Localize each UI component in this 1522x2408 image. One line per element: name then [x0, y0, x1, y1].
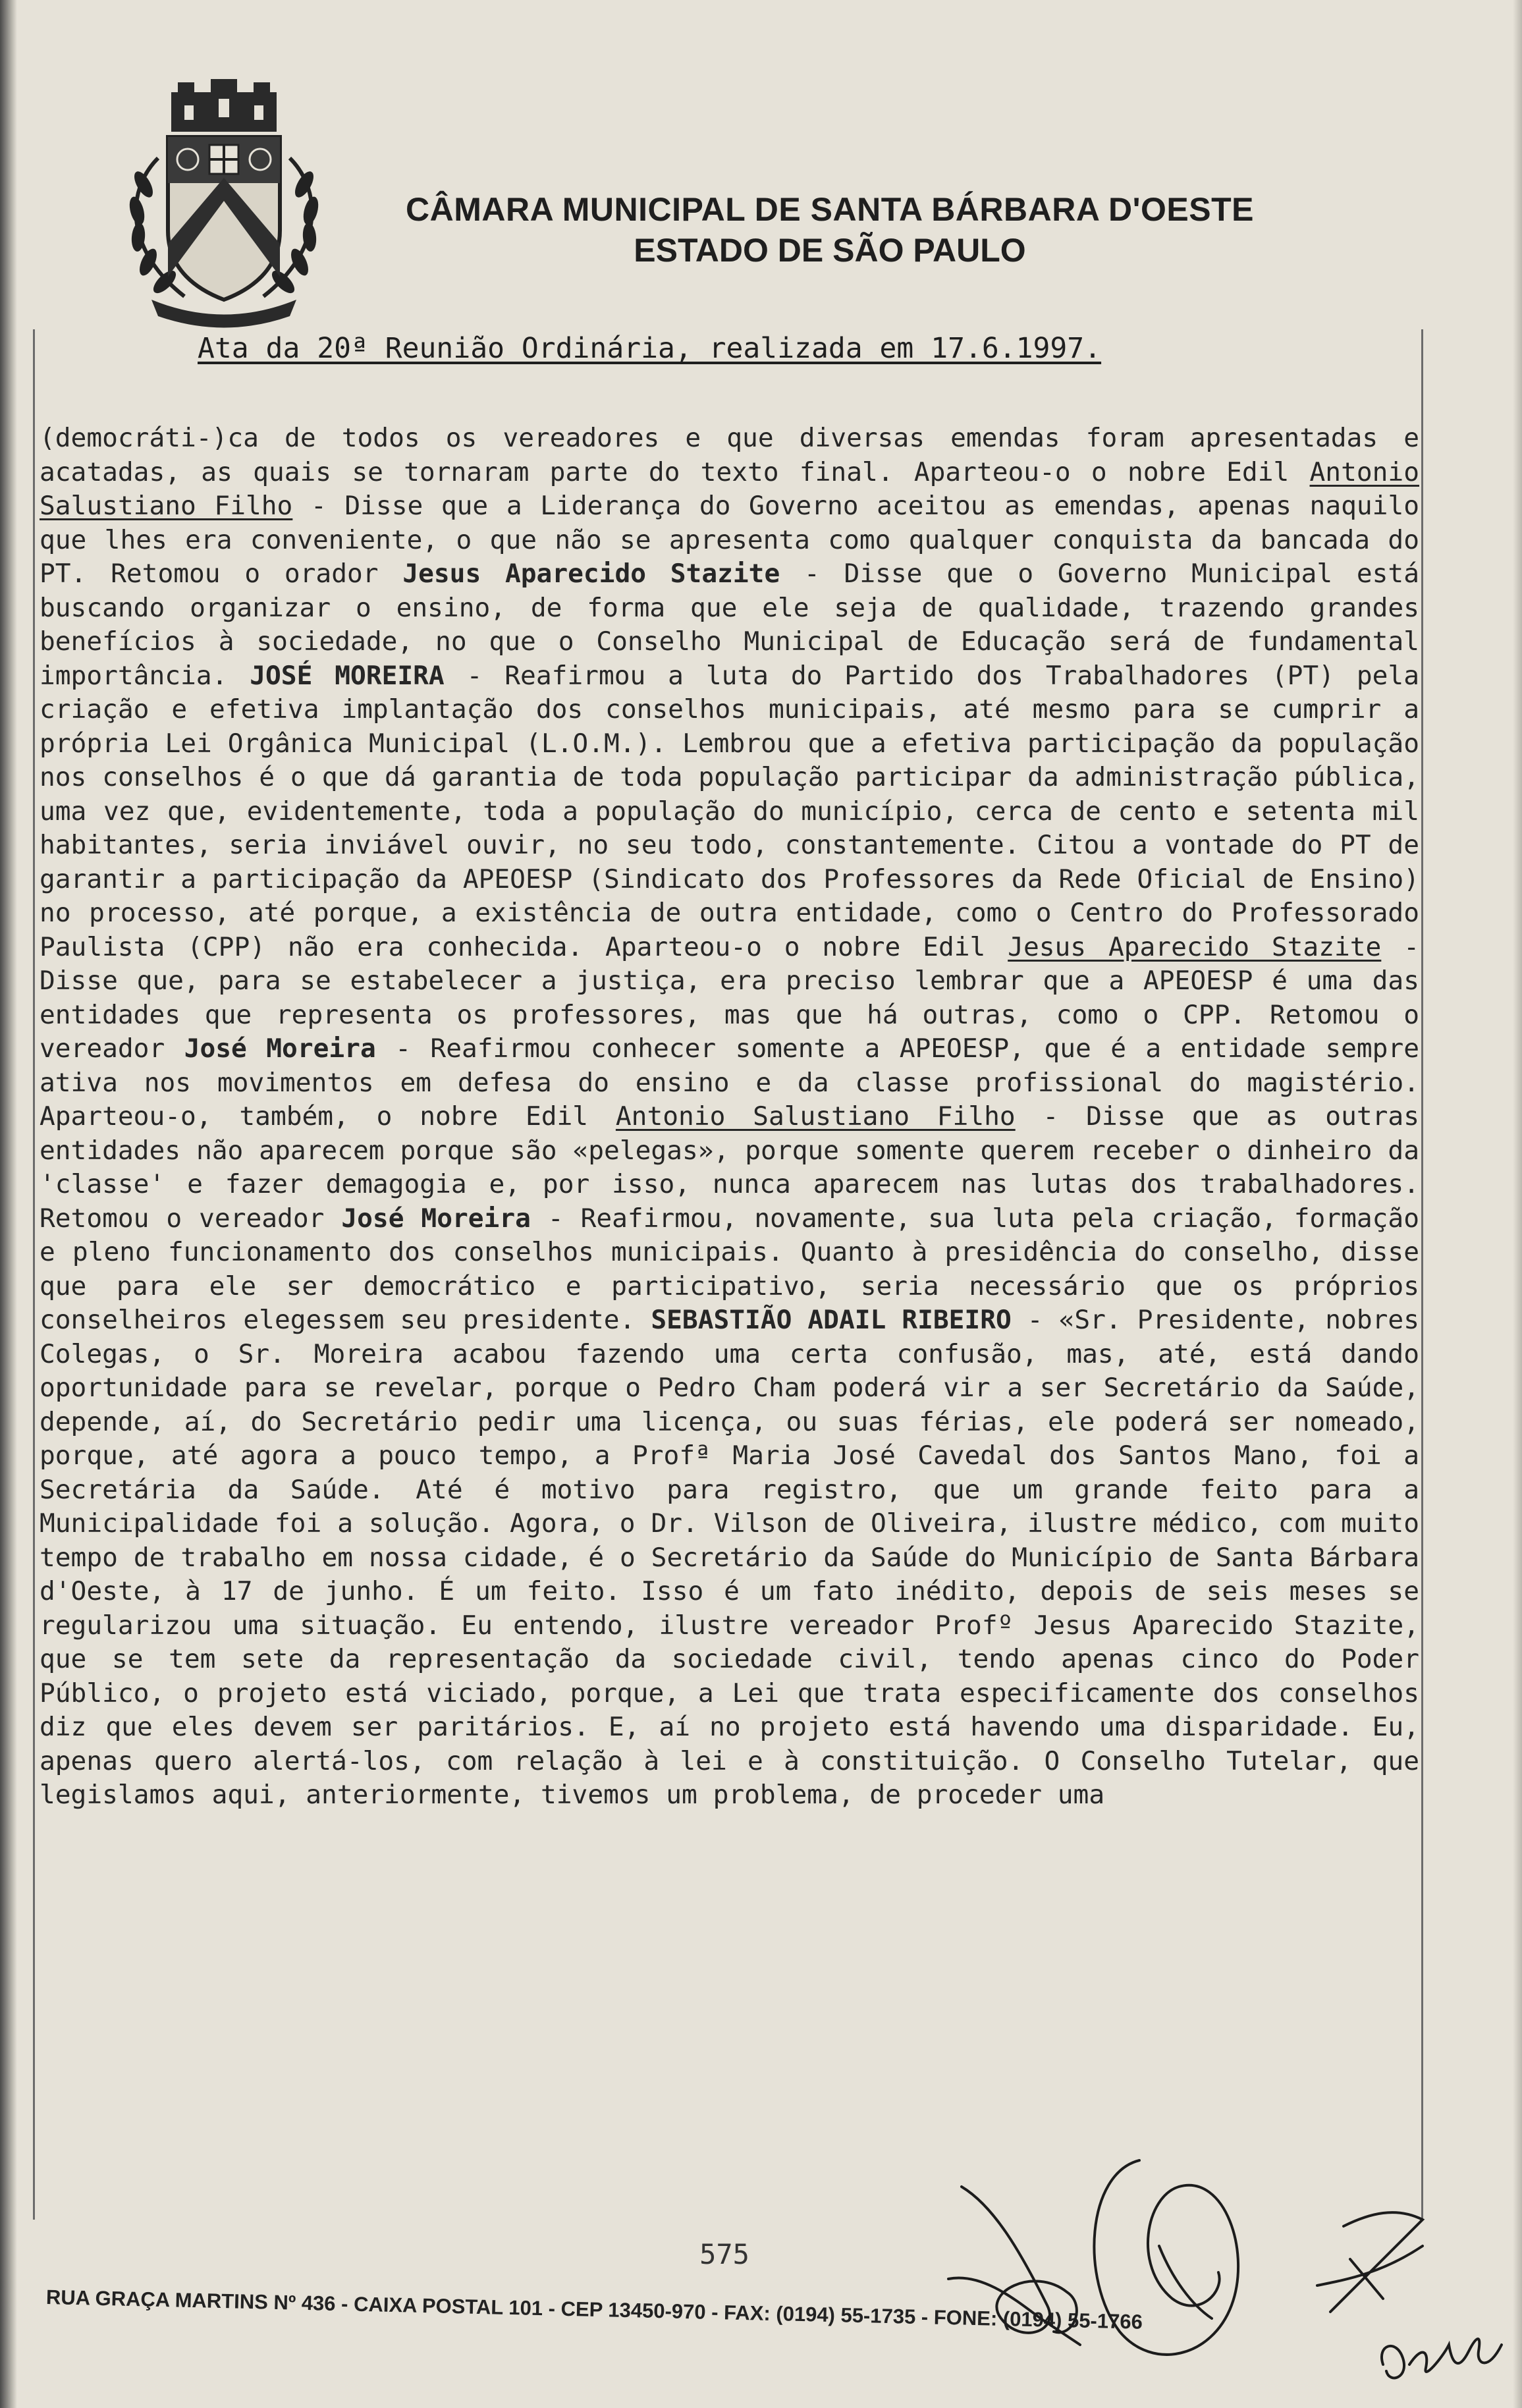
page-binding-edge [0, 0, 17, 2408]
body-segment: - Disse que, para se estabelecer a justiça, era preciso lembrar que a APEOESP é uma das entidades que representa os professores, mas que há outras, como o CPP. Retomou o vereador [40, 931, 1419, 1064]
municipal-crest-icon [112, 79, 336, 329]
body-segment: - Disse que o Governo Municipal está buscando organizar o ensino, de forma que ele seja de qualidade, trazendo grandes benefícios à sociedade, no que o Conselho Municipal de Educação será de fundamental importância. [40, 559, 1419, 691]
footer-address: RUA GRAÇA MARTINS Nº 436 - CAIXA POSTAL 101 - CEP 13450-970 - FAX: (0194) 55-1735 - FONE: (0194) 55-1766 [45, 2285, 1143, 2334]
state-name: ESTADO DE SÃO PAULO [634, 232, 1026, 269]
speaker-name: José Moreira [341, 1203, 531, 1234]
speaker-name: Antonio Salustiano Filho [40, 456, 1419, 521]
handwritten-signatures [922, 2147, 1515, 2397]
body-segment: - Reafirmou a luta do Partido dos Trabalhadores (PT) pela criação e efetiva implantação dos conselhos municipais, até mesmo para se cumprir a própria Lei Orgânica Municipal (L.O.M.). Lembrou que a efetiva participação da população nos conselhos é o que dá garantia de toda população participar da administração pública, uma vez que, evidentemente, toda a população do município, cerca de cento e setenta mil habitantes, seria inviável ouvir, no seu todo, constantemente. Citou a vontade do PT de garantir a participação da APEOESP (Sindicato dos Professores da Rede Oficial de Ensino) no processo, até porque, a existência de outra entidade, como o Centro do Professorado Paulista (CPP) não era conhecida. Aparteou-o o nobre Edil [40, 660, 1419, 962]
page-number: 575 [699, 2238, 749, 2270]
speaker-name: JOSÉ MOREIRA [250, 660, 445, 691]
body-segment: - Reafirmou conhecer somente a APEOESP, que é a entidade sempre ativa nos movimentos em defesa do ensino e da classe profissional do magistério. Aparteou-o, também, o nobre Edil [40, 1033, 1420, 1132]
speaker-name: Antonio Salustiano Filho [615, 1101, 1016, 1132]
page-right-edge [1513, 0, 1522, 2408]
body-segment: (democráti-)ca de todos os vereadores e que diversas emendas foram apresentadas e acatadas, as quais se tornaram parte do texto final. Aparteou-o o nobre Edil [40, 423, 1419, 487]
speaker-name: Jesus Aparecido Stazite [402, 559, 780, 589]
document-title-text: Ata da 20ª Reunião Ordinária, realizada em 17.6.1997. [198, 332, 1102, 365]
frame-left-line [33, 329, 35, 2220]
speaker-name: SEBASTIÃO ADAIL RIBEIRO [651, 1305, 1012, 1335]
body-segment: - Reafirmou, novamente, sua luta pela criação, formação e pleno funcionamento dos conselhos municipais. Quanto à presidência do conselho, disse que para ele ser democrático e participativo, seria necessário que os próprios conselheiros elegessem seu presidente. [40, 1203, 1419, 1335]
frame-right-line [1421, 329, 1423, 2220]
institution-name: CÂMARA MUNICIPAL DE SANTA BÁRBARA D'OESTE [406, 191, 1254, 228]
speaker-name: José Moreira [184, 1033, 376, 1064]
document-title [198, 329, 1317, 368]
body-segment: - Disse que as outras entidades não aparecem porque são «pelegas», porque somente querem receber o dinheiro da 'classe' e fazer demagogia e, por isso, nunca aparecem nas lutas dos trabalhadores. Retomou o vereador [40, 1101, 1419, 1234]
body-segment: - «Sr. Presidente, nobres Colegas, o Sr. Moreira acabou fazendo uma certa confusão, mas, até, está dando oportunidade para se revelar, porque o Pedro Cham poderá vir a ser Secretário da Saúde, depende, aí, do Secretário pedir uma licença, ou suas férias, ele poderá ser nomeado, porque, até agora a pouco tempo, a Profª Maria José Cavedal dos Santos Mano, foi a Secretária da Saúde. Até é motivo para registro, que um grande feito para a Municipalidade foi a solução. Agora, o Dr. Vilson de Oliveira, ilustre médico, com muito tempo de trabalho em nossa cidade, é o Secretário da Saúde do Município de Santa Bárbara d'Oeste, à 17 de junho. É um feito. Isso é um fato inédito, depois de seis meses se regularizou uma situação. Eu entendo, ilustre vereador Profº Jesus Aparecido Stazite, que se tem sete da representação da sociedade civil, tendo apenas cinco do Poder Público, o projeto está viciado, porque, a Lei que trata especificamente dos conselhos diz que eles devem ser paritários. E, aí no projeto está havendo uma disparidade. Eu, apenas quero alertá-los, com relação à lei e à constituição. O Conselho Tutelar, que legislamos aqui, anteriormente, tivemos um problema, de proceder uma [40, 1305, 1419, 1810]
speaker-name: Jesus Aparecido Stazite [1008, 931, 1382, 962]
minutes-body [40, 422, 1419, 1813]
body-segment: - Disse que a Liderança do Governo aceitou as emendas, apenas naquilo que lhes era conveniente, o que não se apresenta como qualquer conquista da bancada do PT. Retomou o orador [40, 491, 1420, 589]
